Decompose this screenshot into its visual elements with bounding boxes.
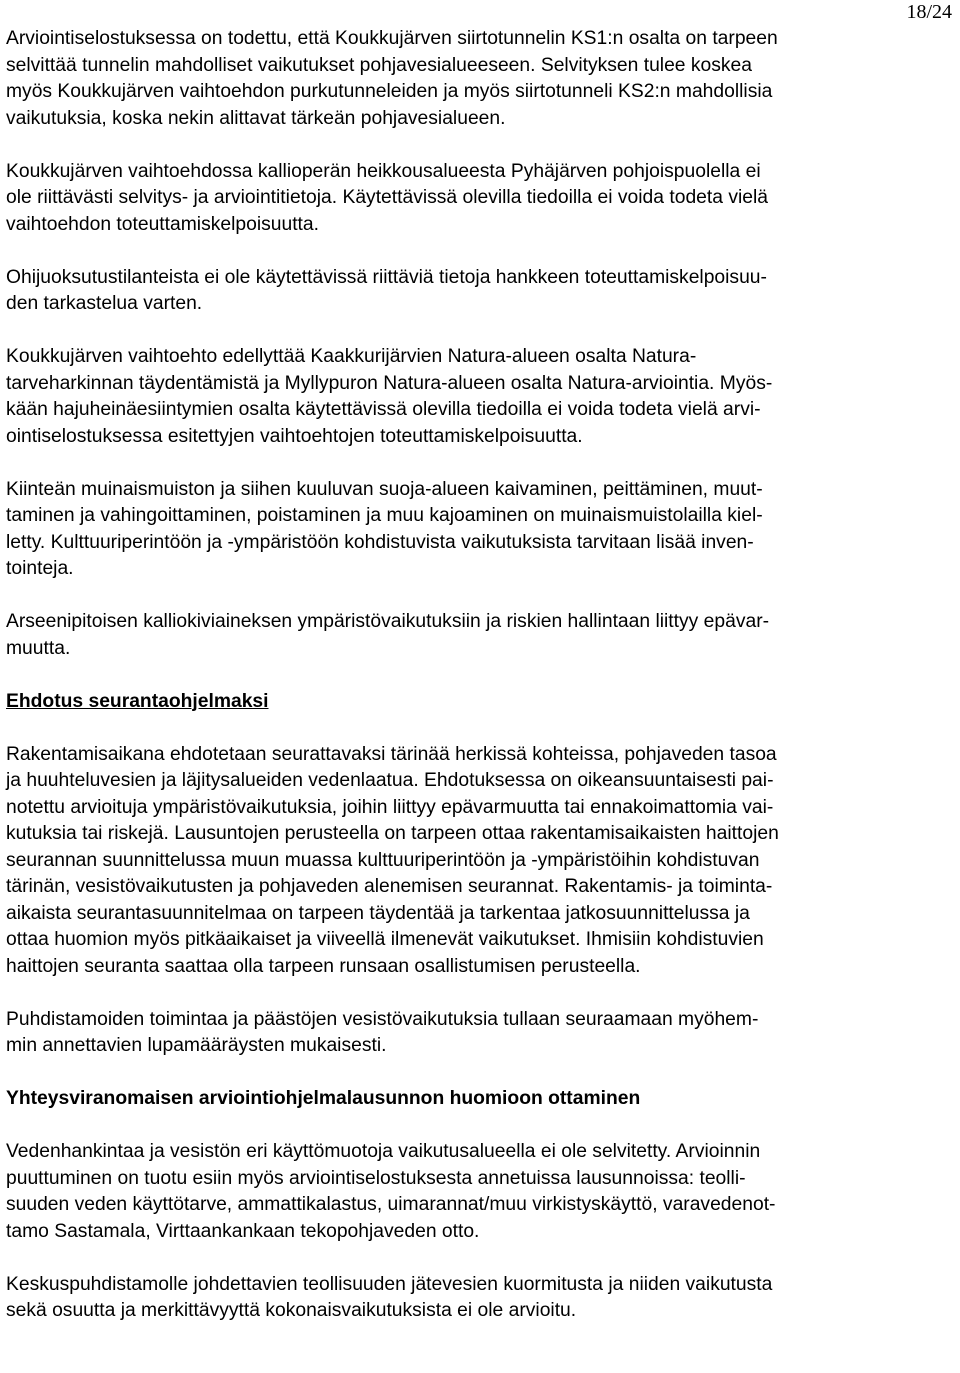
text-line: Rakentamisaikana ehdotetaan seurattavaksi tärinää herkissä kohteissa, pohjaveden tasoa [6,743,777,765]
document-body [6,26,956,1325]
text-line: tamo Sastamala, Virttaankankaan tekopohjaveden otto. [6,1220,480,1242]
text-line: sekä osuutta ja merkittävyyttä kokonaisvaikutuksista ei ole arvioitu. [6,1300,577,1321]
text-line: ja huuhteluvesien ja läjitysalueiden vedenlaatua. Ehdotuksessa on oikeansuuntaisesti pai- [6,770,774,791]
paragraph-group-top [6,26,956,662]
text-line: Kiinteän muinaismuiston ja siihen kuuluvan suoja-alueen kaivaminen, peittäminen, muut- [6,478,763,500]
text-line: Koukkujärven vaihtoehto edellyttää Kaakkurijärvien Natura-alueen osalta Natura- [6,346,697,367]
paragraph-group-middle [6,742,956,1060]
text-line: letty. Kulttuuriperintöön ja -ympäristöön kohdistuvista vaikutuksista tarvitaan lisää inven- [6,531,754,553]
paragraph [6,1272,956,1325]
text-line: Ohijuoksutustilanteista ei ole käytettävissä riittäviä tietoja hankkeen toteuttamiskelpoisuu- [6,266,767,288]
paragraph [6,265,956,318]
text-line: muutta. [6,637,71,659]
text-line: Puhdistamoiden toimintaa ja päästöjen vesistövaikutuksia tullaan seuraamaan myöhem- [6,1008,759,1030]
paragraph [6,477,956,583]
text-line: ottaa huomion myös pitkäaikaiset ja viiveellä ilmenevät vaikutukset. Ihmisiin kohdistuvien [6,929,764,950]
section-heading-monitoring: Ehdotus seurantaohjelmaksi [6,690,269,712]
paragraph [6,344,956,450]
paragraph [6,742,956,981]
text-line: Arviointiselostuksessa on todettu, että Koukkujärven siirtotunnelin KS1:n osalta on tarpeen [6,28,778,49]
text-line: selvittää tunnelin mahdolliset vaikutukset pohjavesialueeseen. Selvityksen tulee koskea [6,54,752,76]
text-line: Arseenipitoisen kalliokiviaineksen ympäristövaikutuksiin ja riskien hallintaan liittyy epävar- [6,611,770,632]
text-line: puuttuminen on tuotu esiin myös arviointiselostuksesta annetuissa lausunnoissa: teolli- [6,1167,746,1189]
text-line: min annettavien lupamääräysten mukaisesti. [6,1035,387,1056]
text-line: ointiselostuksessa esitettyjen vaihtoehtojen toteuttamiskelpoisuutta. [6,425,583,447]
text-line: vaikutuksia, koska nekin alittavat tärkeän pohjavesialueen. [6,107,506,129]
text-line: haittojen seuranta saattaa olla tarpeen runsaan osallistumisen perusteella. [6,955,641,977]
text-line: vaihtoehdon toteuttamiskelpoisuutta. [6,213,319,235]
text-line: Keskuspuhdistamolle johdettavien teollisuuden jätevesien kuormitusta ja niiden vaikutusta [6,1273,773,1295]
text-line: den tarkastelua varten. [6,293,203,314]
text-line: seurannan suunnittelussa muun muassa kulttuuriperintöön ja -ympäristöihin kohdistuvan [6,849,760,871]
text-line: taminen ja vahingoittaminen, poistaminen ja muu kajoaminen on muinaismuistolailla kiel- [6,505,763,526]
text-line: tarveharkinnan täydentämistä ja Myllypuron Natura-alueen osalta Natura-arviointia. Myös- [6,372,773,394]
text-line: tointeja. [6,558,74,579]
text-line: suuden veden käyttötarve, ammattikalastus, uimarannat/muu virkistyskäyttö, varavedenot- [6,1194,776,1215]
text-line: myös Koukkujärven vaihtoehdon purkutunneleiden ja myös siirtotunneli KS2:n mahdollisia [6,81,773,102]
text-line: notettu arvioituja ympäristövaikutuksia, joihin liittyy epävarmuutta tai ennakoimattomia vai- [6,796,774,818]
text-line: aikaista seurantasuunnitelmaa on tarpeen täydentää ja tarkentaa jatkosuunnittelussa ja [6,902,750,924]
paragraph [6,1139,956,1245]
section-heading-authority-statement: Yhteysviranomaisen arviointiohjelmalausunnon huomioon ottaminen [6,1088,641,1109]
text-line: kään hajuheinäesiintymien osalta käytettävissä olevilla tiedoilla ei voida todeta vielä arvi- [6,399,761,420]
paragraph [6,159,956,239]
paragraph [6,609,956,662]
paragraph-group-bottom [6,1139,956,1325]
paragraph [6,1007,956,1060]
paragraph [6,26,956,132]
text-line: Vedenhankintaa ja vesistön eri käyttömuotoja vaikutusalueella ei ole selvitetty. Arvioinnin [6,1141,761,1162]
text-line: kutuksia tai riskejä. Lausuntojen perusteella on tarpeen ottaa rakentamisaikaisten haittojen [6,823,779,844]
text-line: tärinän, vesistövaikutusten ja pohjaveden alenemisen seurannat. Rakentamis- ja toiminta- [6,876,773,897]
page-number: 18/24 [906,1,952,23]
text-line: ole riittävästi selvitys- ja arviointitietoja. Käytettävissä olevilla tiedoilla ei voida todeta vielä [6,187,768,208]
text-line: Koukkujärven vaihtoehdossa kallioperän heikkousalueesta Pyhäjärven pohjoispuolella ei [6,160,761,182]
